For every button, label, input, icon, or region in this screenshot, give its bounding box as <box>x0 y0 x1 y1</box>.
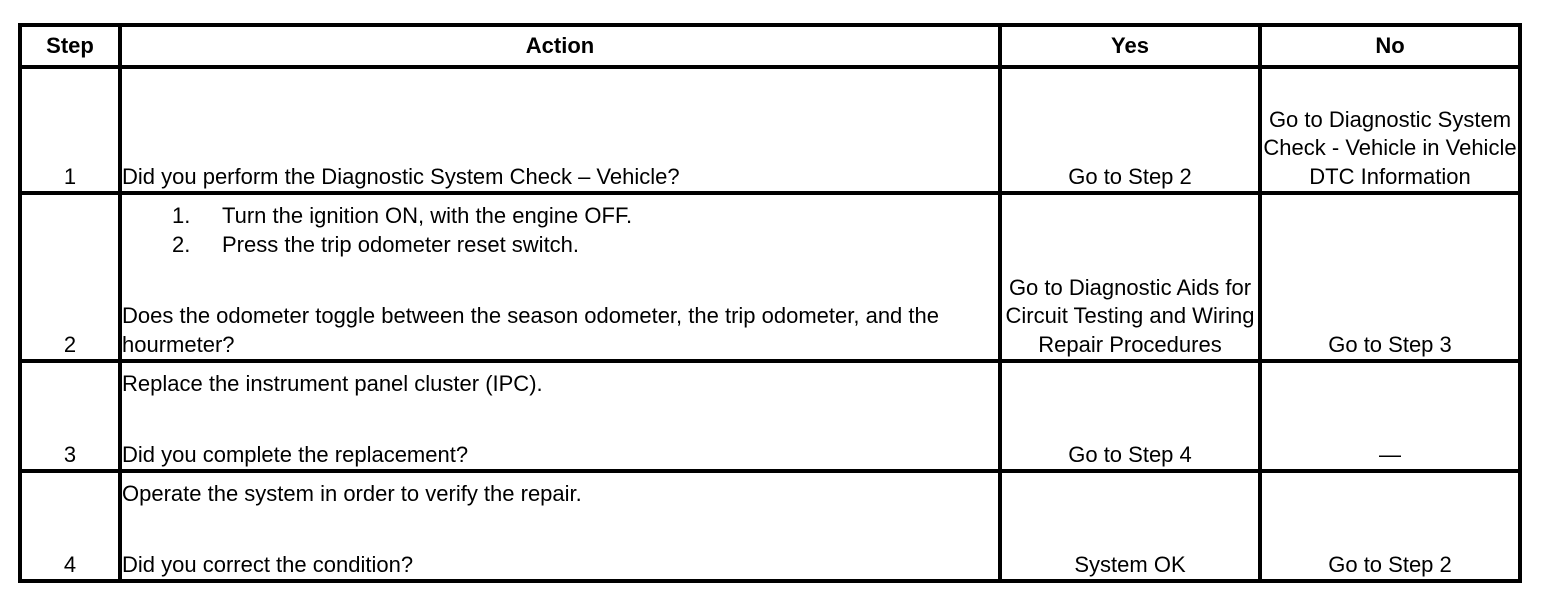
yes-cell: Go to Step 2 <box>1000 67 1260 193</box>
yes-cell: Go to Step 4 <box>1000 361 1260 471</box>
action-question: Did you perform the Diagnostic System Check – Vehicle? <box>122 163 680 189</box>
table-row <box>20 67 1520 193</box>
no-cell: Go to Step 3 <box>1260 193 1520 361</box>
action-instruction: Operate the system in order to verify the repair. <box>122 481 582 506</box>
step-number: 4 <box>20 471 120 581</box>
no-cell: Go to Step 2 <box>1260 471 1520 581</box>
table-header-row <box>20 25 1520 67</box>
action-question: Did you correct the condition? <box>122 551 414 577</box>
instruction-number: 1. <box>172 203 191 228</box>
header-yes: Yes <box>1000 25 1260 67</box>
action-question: Does the odometer toggle between the season odometer, the trip odometer, and the hourmeter? <box>122 303 939 357</box>
table-row <box>20 193 1520 361</box>
action-cell <box>120 361 1000 471</box>
instruction-number: 2. <box>172 231 191 257</box>
action-cell <box>120 193 1000 361</box>
step-number: 2 <box>20 193 120 361</box>
yes-cell: Go to Diagnostic Aids for Circuit Testing and Wiring Repair Procedures <box>1000 193 1260 361</box>
header-no: No <box>1260 25 1520 67</box>
action-instruction: Replace the instrument panel cluster (IPC). <box>122 371 543 396</box>
action-cell <box>120 67 1000 193</box>
step-number: 3 <box>20 361 120 471</box>
instruction-item <box>122 202 998 231</box>
yes-cell: System OK <box>1000 471 1260 581</box>
action-cell <box>120 471 1000 581</box>
table-row <box>20 361 1520 471</box>
instruction-item <box>122 231 998 260</box>
diagnostic-table <box>18 23 1522 583</box>
header-action: Action <box>120 25 1000 67</box>
no-cell: Go to Diagnostic System Check - Vehicle in Vehicle DTC Information <box>1260 67 1520 193</box>
step-number: 1 <box>20 67 120 193</box>
header-step: Step <box>20 25 120 67</box>
instruction-list <box>122 202 998 259</box>
no-cell: — <box>1260 361 1520 471</box>
action-question: Did you complete the replacement? <box>122 441 469 467</box>
instruction-text: Turn the ignition ON, with the engine OFF. <box>222 203 633 228</box>
instruction-text: Press the trip odometer reset switch. <box>222 231 580 257</box>
table-row <box>20 471 1520 581</box>
